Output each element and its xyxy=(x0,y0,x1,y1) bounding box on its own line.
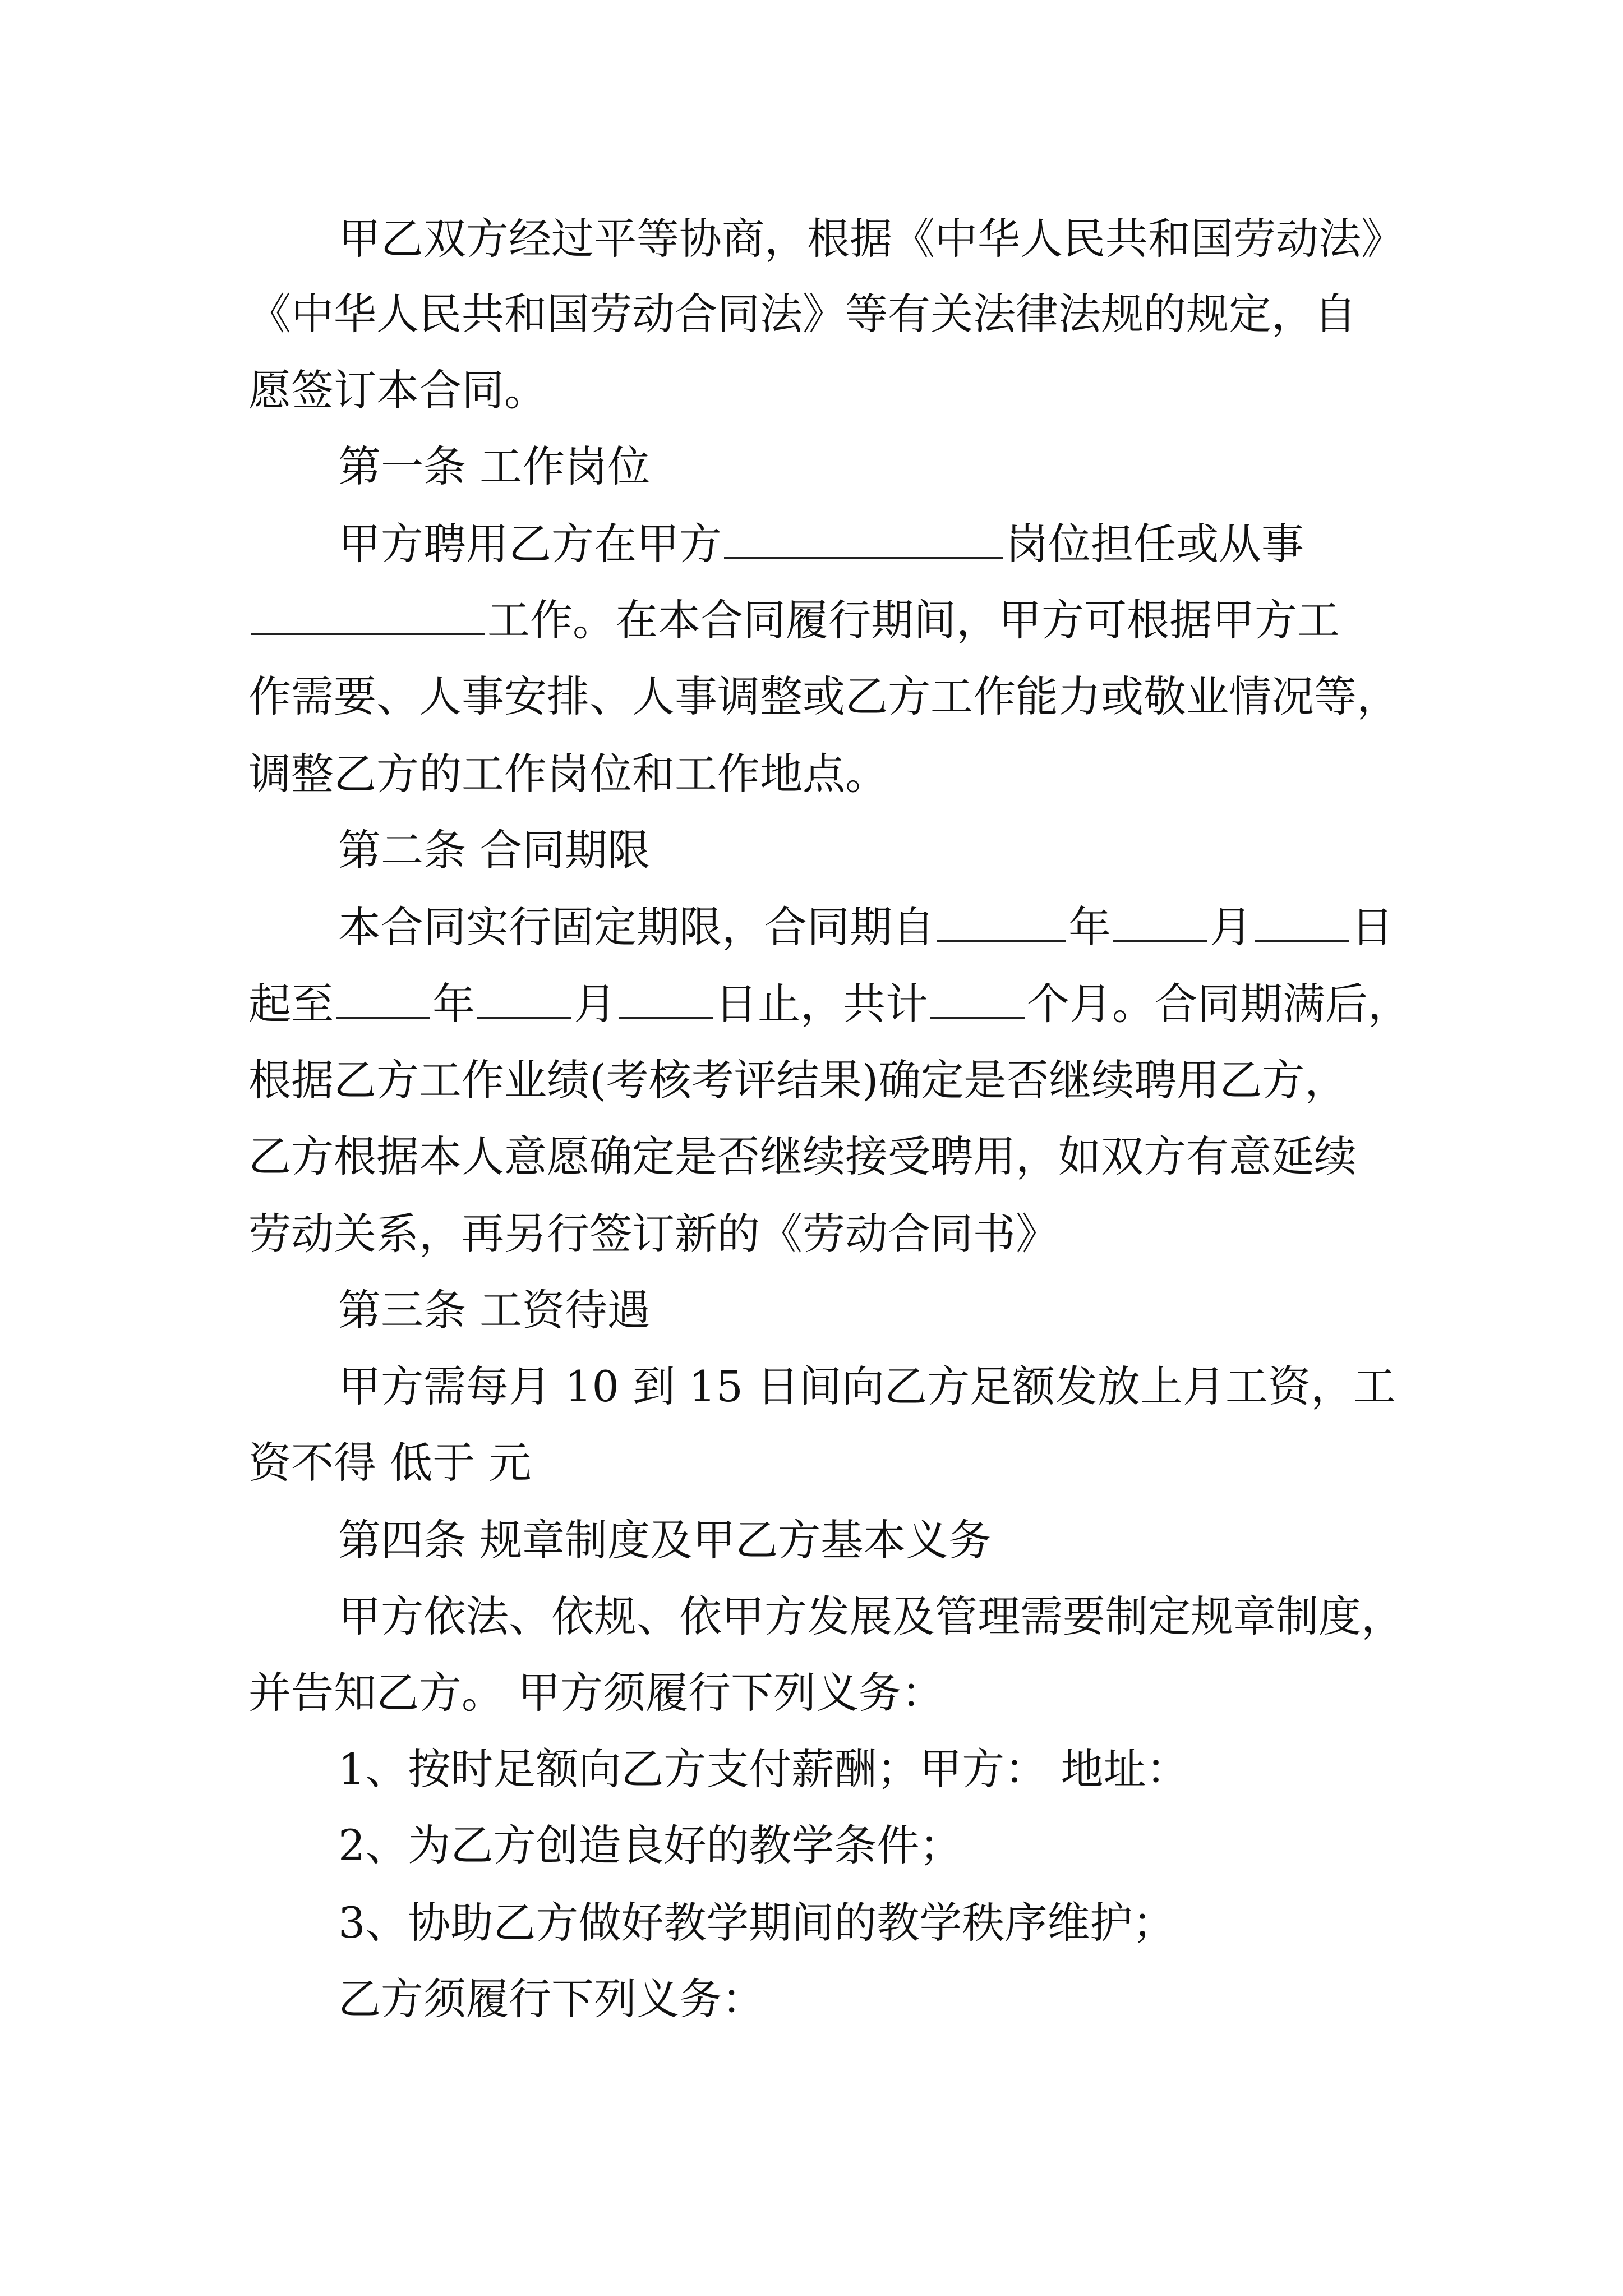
start-year-blank xyxy=(937,900,1066,942)
end-month-blank xyxy=(477,977,571,1019)
article-3-line-2: 资不得 低于 元 xyxy=(248,1438,532,1488)
start-month-blank xyxy=(1113,900,1207,942)
post-blank xyxy=(724,517,1003,559)
article-1-line-1 xyxy=(338,516,1304,572)
article-1-line-4: 调整乙方的工作岗位和工作地点。 xyxy=(248,749,888,799)
month-label: 月 xyxy=(574,979,616,1029)
article-2-line-1 xyxy=(338,899,1394,955)
year-label: 年 xyxy=(432,979,475,1029)
article-2-line-4: 乙方根据本人意愿确定是否继续接受聘用，如双方有意延续 xyxy=(248,1131,1357,1181)
party-a-duty-3: 3、协助乙方做好教学期间的教学秩序维护； xyxy=(338,1898,1175,1948)
day-label: 日 xyxy=(1351,902,1394,952)
article-2-line-5: 劳动关系，再另行签订新的《劳动合同书》 xyxy=(248,1209,1058,1259)
article-4-line-2: 并告知乙方。 甲方须履行下列义务： xyxy=(248,1668,944,1718)
article-1-text-c: 工作。在本合同履行期间，甲方可根据甲方工 xyxy=(487,595,1340,645)
work-blank xyxy=(251,593,485,635)
article-1-line-2 xyxy=(248,592,1340,648)
month-label: 月 xyxy=(1210,902,1252,952)
article-2-text-a: 本合同实行固定期限，合同期自 xyxy=(338,902,935,952)
months-blank xyxy=(930,977,1025,1019)
party-a-duty-2: 2、为乙方创造良好的教学条件； xyxy=(338,1820,962,1870)
intro-line-1: 甲乙双方经过平等协商，根据《中华人民共和国劳动法》 xyxy=(338,214,1404,264)
article-1-title: 第一条 工作岗位 xyxy=(338,441,651,491)
end-year-blank xyxy=(336,977,430,1019)
party-a-duty-1: 1、按时足额向乙方支付薪酬；甲方： 地址： xyxy=(338,1744,1189,1794)
article-2-text-b: 起至 xyxy=(248,979,334,1029)
year-label: 年 xyxy=(1068,902,1111,952)
article-3-title: 第三条 工资待遇 xyxy=(338,1285,651,1335)
article-2-line-3: 根据乙方工作业绩(考核考评结果)确定是否继续聘用乙方， xyxy=(248,1055,1348,1105)
article-2-text-c: 日止，共计 xyxy=(715,979,928,1029)
article-3-line-1: 甲方需每月 10 到 15 日间向乙方足额发放上月工资，工 xyxy=(338,1361,1396,1411)
article-4-line-1: 甲方依法、依规、依甲方发展及管理需要制定规章制度， xyxy=(338,1591,1404,1641)
article-1-text-a: 甲方聘用乙方在甲方 xyxy=(338,519,722,569)
article-2-line-2 xyxy=(248,976,1410,1032)
article-2-text-d: 个月。合同期满后， xyxy=(1027,979,1410,1029)
intro-line-3: 愿签订本合同。 xyxy=(248,365,547,415)
party-b-duties-heading: 乙方须履行下列义务： xyxy=(338,1974,764,2024)
article-2-title: 第二条 合同期限 xyxy=(338,825,651,875)
start-day-blank xyxy=(1255,900,1349,942)
article-1-text-b: 岗位担任或从事 xyxy=(1006,519,1304,569)
article-4-title: 第四条 规章制度及甲乙方基本义务 xyxy=(338,1515,992,1565)
end-day-blank xyxy=(619,977,713,1019)
article-1-line-3: 作需要、人事安排、人事调整或乙方工作能力或敬业情况等， xyxy=(248,671,1399,721)
intro-line-2: 《中华人民共和国劳动合同法》等有关法律法规的规定，自 xyxy=(248,289,1357,339)
